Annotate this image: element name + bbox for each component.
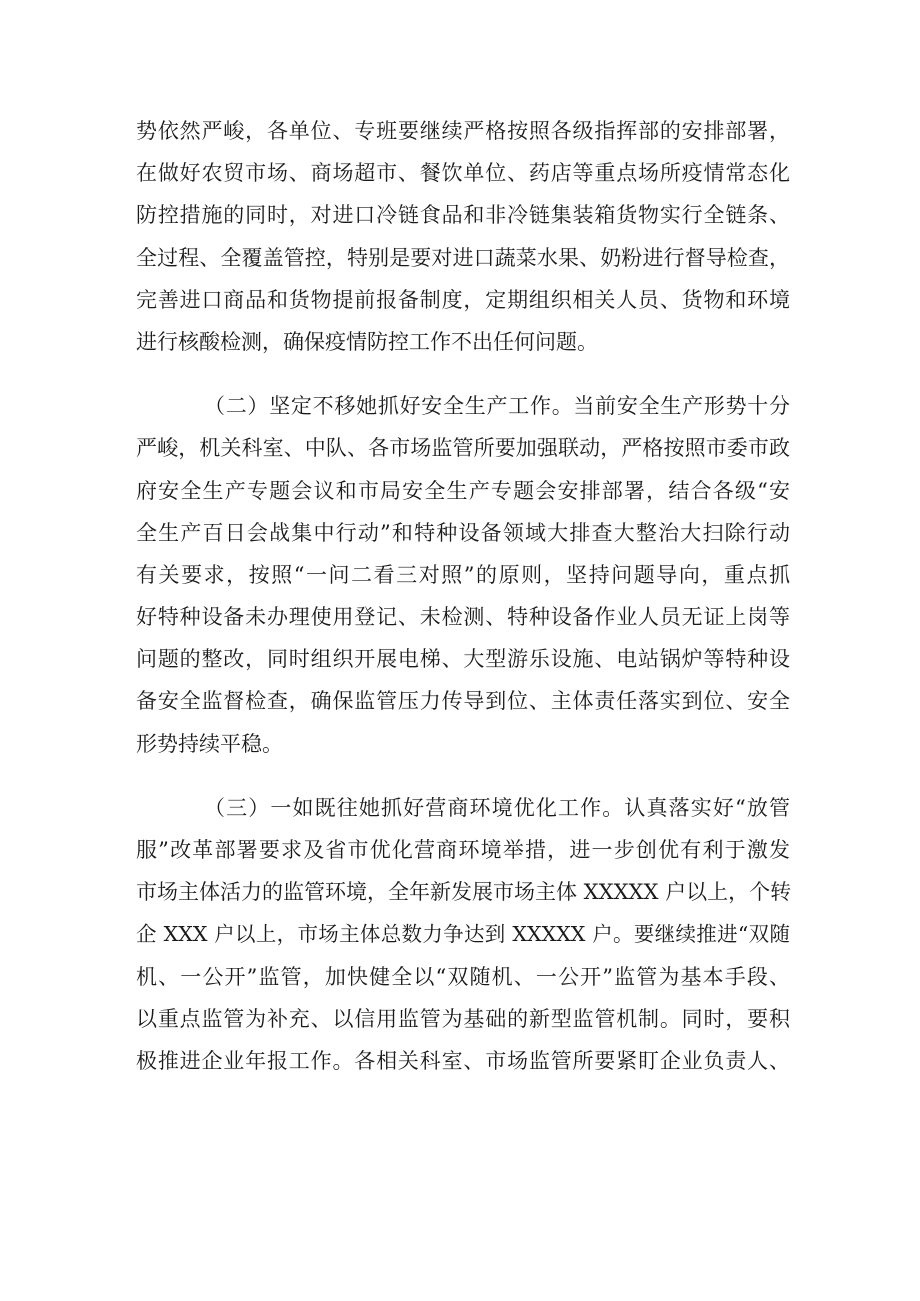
paragraph-1 [136,110,790,363]
text-line: （三）一如既往她抓好营商环境优化工作。认真落实好“放管 [204,795,790,820]
paragraph-gap [136,765,790,787]
text-line: 服”改革部署要求及省市优化营商环境举措，进一步创优有利于激发 [136,838,790,862]
text-line: 在做好农贸市场、商场超市、餐饮单位、药店等重点场所疫情常态化 [136,161,790,186]
document-body [136,110,790,1082]
text-line: 备安全监督检查，确保监管压力传导到位、主体责任落实到位、安全 [136,689,790,714]
text-line: 有关要求，按照“一问二看三对照”的原则，坚持问题导向，重点抓 [136,562,790,587]
paragraph-3 [136,787,790,1082]
text-line: 防控措施的同时，对进口冷链食品和非冷链集装箱货物实行全链条、 [136,203,790,228]
text-line: 严峻，机关科室、中队、各市场监管所要加强联动，严格按照市委市政 [136,436,790,461]
text-line: 完善进口商品和货物提前报备制度，定期组织相关人员、货物和环境 [136,287,790,312]
text-line: 市场主体活力的监管环境，全年新发展市场主体 XXXXX 户以上，个转 [136,880,792,905]
text-line: 好特种设备未办理使用登记、未检测、特种设备作业人员无证上岗等 [136,605,790,630]
text-line: 以重点监管为补充、以信用监管为基础的新型监管机制。同时，要积 [136,1006,790,1031]
text-line: 形势持续平稳。 [136,731,283,756]
text-line: 企 XXX 户以上，市场主体总数力争达到 XXXXX 户。要继续推进“双随 [136,922,790,947]
text-line: （二）坚定不移她抓好安全生产工作。当前安全生产形势十分 [204,394,790,419]
text-line: 问题的整改，同时组织开展电梯、大型游乐设施、电站锅炉等特种设 [136,647,790,672]
text-line: 机、一公开”监管，加快健全以“双随机、一公开”监管为基本手段、 [136,964,790,989]
paragraph-gap [136,363,790,385]
text-line: 极推进企业年报工作。各相关科室、市场监管所要紧盯企业负责人、 [136,1048,790,1073]
text-line: 全生产百日会战集中行动”和特种设备领域大排查大整治大扫除行动 [136,520,790,545]
text-line: 府安全生产专题会议和市局安全生产专题会安排部署，结合各级“安 [136,478,790,503]
text-line: 全过程、全覆盖管控，特别是要对进口蔬菜水果、奶粉进行督导检查， [136,245,790,270]
text-line: 势依然严峻，各单位、专班要继续严格按照各级指挥部的安排部署， [136,119,790,143]
paragraph-2 [136,385,790,765]
text-line: 进行核酸检测，确保疫情防控工作不出任何问题。 [136,329,598,354]
